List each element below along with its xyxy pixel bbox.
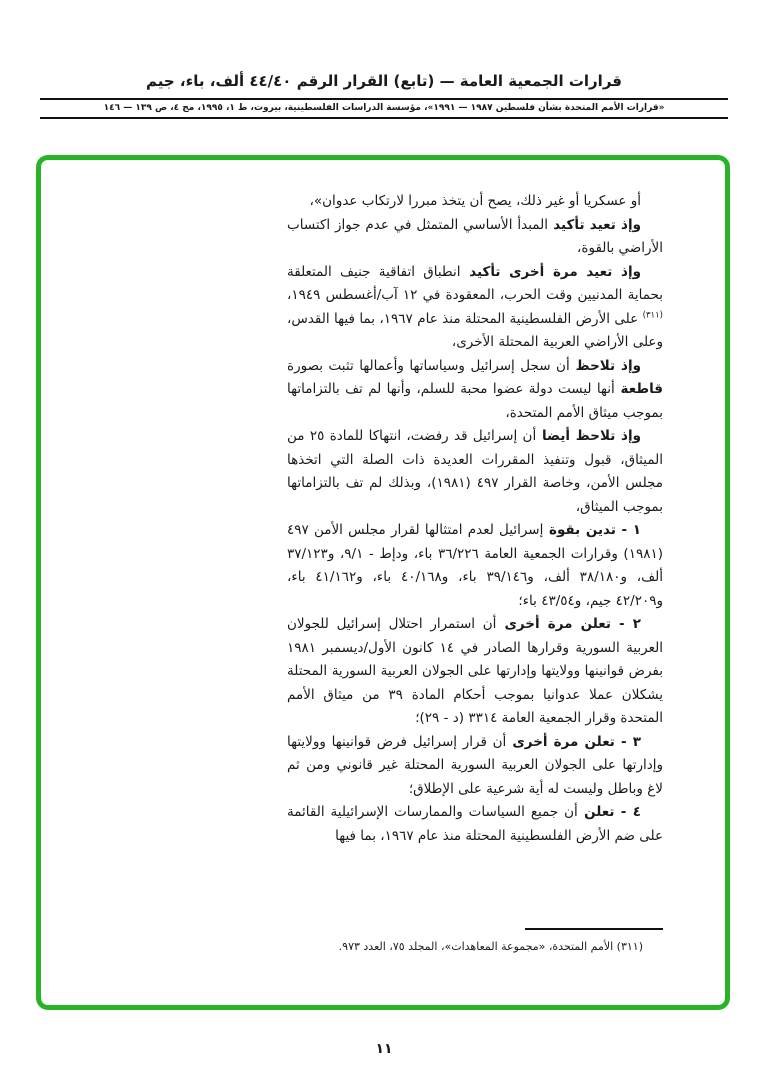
- paragraph-text: أن جميع السياسات والممارسات الإسرائيلية القائمة على ضم الأرض الفلسطينية المحتلة منذ عام ١٩٦٧، بما فيها: [287, 804, 663, 844]
- paragraph-text: أن إسرائيل قد رفضت، انتهاكا للمادة ٢٥ من الميثاق، قبول وتنفيذ المقررات العديدة ذات الصلة التي اتخذها مجلس الأمن، وخاصة القرار ٤٩٧ (١٩٨١)، وبذلك لم تف بالتزاماتها بموجب الميثاق،: [287, 428, 663, 515]
- paragraph: [287, 190, 663, 214]
- paragraph-lead-bold: وإذ تعيد مرة أخرى تأكيد: [460, 263, 641, 280]
- paragraph-text: أن استمرار احتلال إسرائيل للجولان العربية السورية وقرارها الصادر في ١٤ كانون الأول/ديسمبر ١٩٨١ بفرض قوانينها وولايتها وإدارتها على الجولان العربية السورية المحتلة يشكلان عملا عدوانيا بموجب أحكام المادة ٣٩ من ميثاق الأمم المتحدة وقرار الجمعية العامة ٣٣١٤ (د - ٢٩)؛: [287, 616, 663, 726]
- page-header: [40, 72, 728, 119]
- document-title: قرارات الجمعية العامة — (تابع) القرار الرقم ٤٤/٤٠ ألف، باء، جيم: [146, 72, 622, 90]
- paragraph-lead-bold: ١ - تدين بقوة: [543, 522, 641, 538]
- paragraph-text: أنها ليست دولة عضوا محبة للسلم، وأنها لم تف بالتزاماتها بموجب ميثاق الأمم المتحدة،: [287, 381, 663, 421]
- paragraph-text: أو عسكريا أو غير ذلك، يصح أن يتخذ مبررا لارتكاب عدوان»،: [309, 193, 641, 209]
- paragraph-lead-bold: وإذ تعيد تأكيد: [547, 216, 642, 233]
- content-frame: [36, 155, 730, 1010]
- footnote-rule: [525, 928, 663, 930]
- paragraph: [287, 261, 663, 355]
- paragraph-text: أن سجل إسرائيل وسياساتها وأعمالها تثبت بصورة: [287, 357, 570, 374]
- page-number: ١١: [375, 1041, 393, 1057]
- footnote-marker: (٣١١): [642, 310, 663, 320]
- paragraph: [287, 214, 663, 261]
- paragraph-lead-bold: وإذ تلاحظ أيضا: [536, 428, 641, 444]
- document-body: [287, 190, 663, 848]
- paragraph-lead-bold: قاطعة: [614, 381, 663, 397]
- header-rule-bottom: [40, 117, 728, 119]
- paragraph-text: على الأرض الفلسطينية المحتلة منذ عام ١٩٦٧، بما فيها القدس، وعلى الأراضي العربية المحتلة الأخرى،: [287, 310, 663, 350]
- paragraph-text: المبدأ الأساسي المتمثل في عدم جواز اكتساب الأراضي بالقوة،: [287, 216, 663, 256]
- paragraph-lead-bold: ٢ - تعلن مرة أخرى: [496, 616, 641, 632]
- paragraph: [287, 355, 663, 426]
- paragraph-lead-bold: ٤ - تعلن: [577, 804, 641, 820]
- paragraph-text: إسرائيل لعدم امتثالها لقرار مجلس الأمن ٤٩٧ (١٩٨١) وقرارات الجمعية العامة ٣٦/٢٢٦ باء، ودإط - ٩/١، و٣٧/١٢٣ ألف، و٣٨/١٨٠ ألف، و٣٩/١٤٦ باء، و٤٠/١٦٨ باء، و٤١/١٦٢ باء، و٤٢/٢٠٩ جيم، و٤٣/٥٤ باء؛: [287, 522, 663, 609]
- source-citation-line: «قرارات الأمم المتحدة بشأن فلسطين ١٩٨٧ — ١٩٩١»، مؤسسة الدراسات الفلسطينية، بيروت، ط ١، ١٩٩٥، مج ٤، ص ١٣٩ — ١٤٦: [103, 103, 665, 113]
- paragraph: [287, 801, 663, 848]
- paragraph: [287, 731, 663, 802]
- paragraph: [287, 519, 663, 613]
- paragraph: [287, 613, 663, 731]
- paragraph-text: أن قرار إسرائيل فرض قوانينها وولايتها وإدارتها على الجولان العربية السورية المحتلة غير قانوني ومن ثم لاغ وباطل وليست له أية شرعية على الإطلاق؛: [287, 733, 663, 797]
- paragraph-lead-bold: وإذ تلاحظ: [569, 357, 641, 374]
- paragraph-lead-bold: ٣ - تعلن مرة أخرى: [506, 733, 641, 750]
- footnote-text: (٣١١) الأمم المتحدة، «مجموعة المعاهدات»، المجلد ٧٥، العدد ٩٧٣.: [338, 940, 643, 953]
- footnote-area: [285, 928, 663, 953]
- paragraph-text: انطباق اتفاقية جنيف المتعلقة بحماية المدنيين وقت الحرب، المعقودة في ١٢ آب/أغسطس ١٩٤٩،: [287, 263, 663, 303]
- paragraph: [287, 425, 663, 519]
